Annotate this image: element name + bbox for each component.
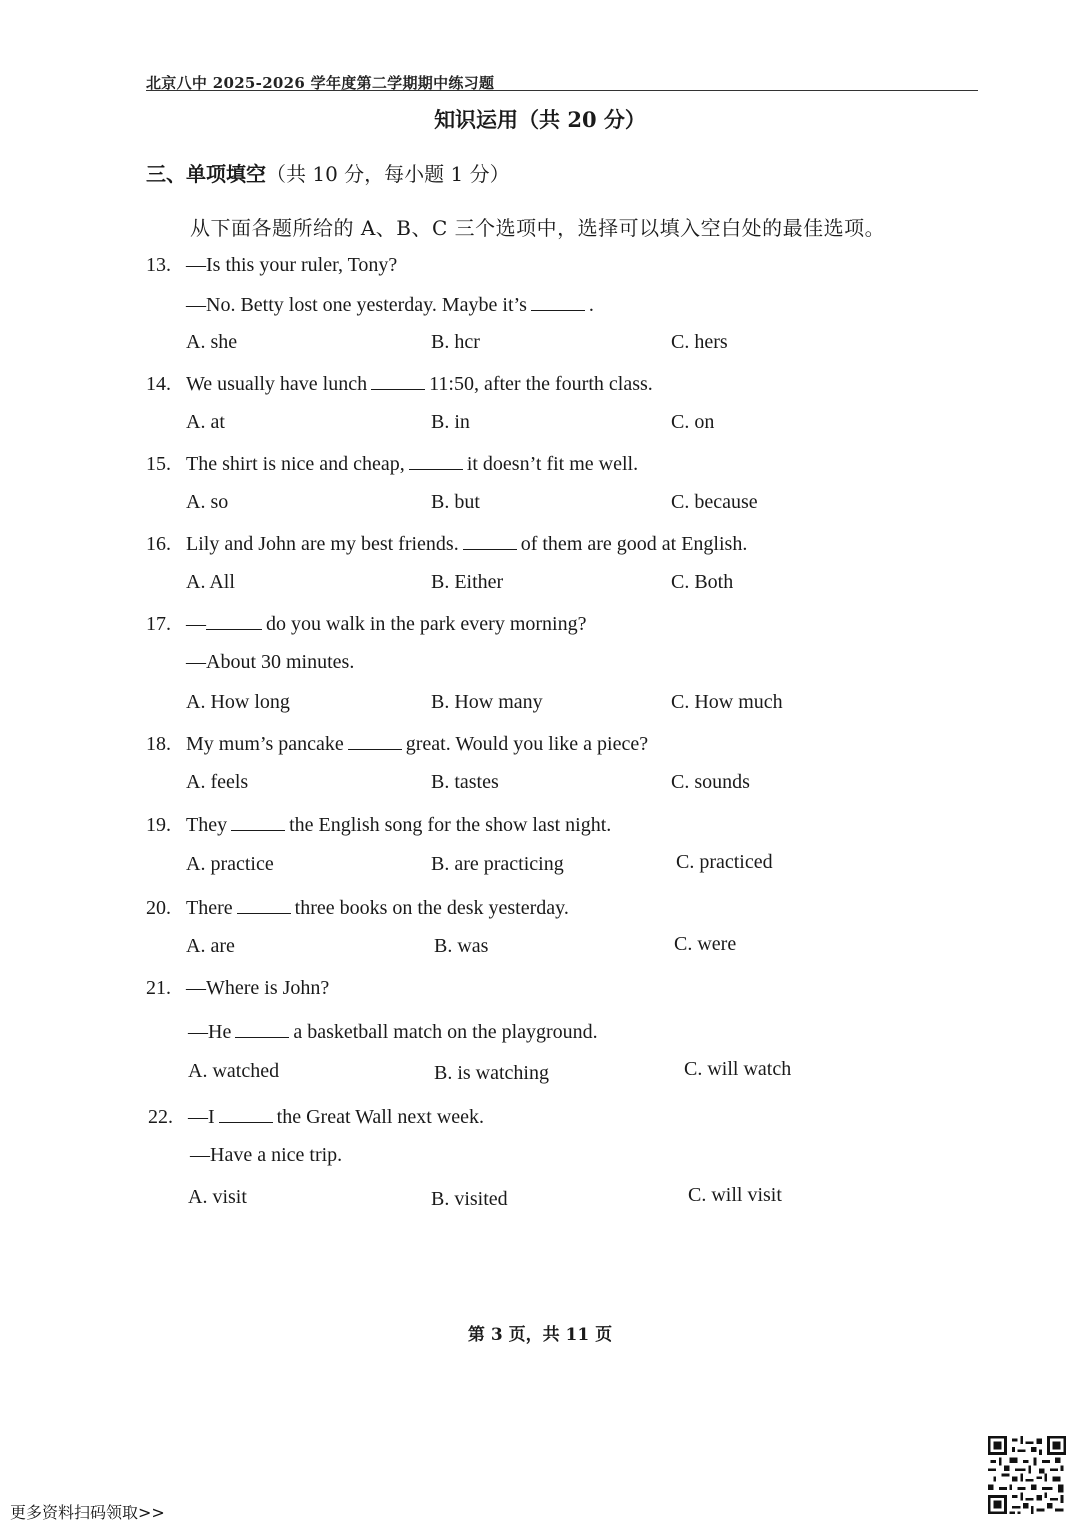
option-b[interactable]: B. was [434,935,489,957]
option-a[interactable]: A. visit [188,1186,247,1208]
answer-blank[interactable] [463,531,517,550]
question-stem: — [186,613,206,635]
option-c[interactable]: C. sounds [671,771,750,793]
question-number: 14. [146,373,171,395]
promo-text[interactable]: 更多资料扫码领取>> [10,1503,165,1522]
question-19 [146,812,611,837]
question-17-reply: —About 30 minutes. [186,651,355,673]
qr-code-icon[interactable] [988,1436,1066,1514]
question-18 [146,731,648,756]
question-stem-end: 11:50, after the fourth class. [429,373,653,395]
question-20 [146,895,569,920]
question-stem: Lily and John are my best friends. [186,533,459,555]
question-13 [146,254,397,277]
question-stem: —Where is John? [186,977,330,999]
question-stem-end: a basketball match on the playground. [293,1021,598,1043]
section-instruction: 从下面各题所给的 A、B、C 三个选项中，选择可以填入空白处的最佳选项。 [190,216,886,240]
question-stem: They [186,814,228,836]
question-stem-end: of them are good at English. [520,533,748,555]
question-stem: The shirt is nice and cheap, [186,453,405,475]
option-b[interactable]: B. in [431,411,470,433]
option-c[interactable]: C. will visit [688,1184,782,1206]
section-title-score: （共 10 分，每小题 1 分） [266,162,510,186]
question-21 [146,977,329,1000]
option-a[interactable]: A. watched [188,1060,280,1082]
option-c[interactable]: C. because [671,491,758,513]
answer-blank[interactable] [237,895,291,914]
option-c[interactable]: C. will watch [684,1058,792,1080]
option-b[interactable]: B. tastes [431,771,499,793]
option-b[interactable]: B. visited [431,1188,508,1210]
option-a[interactable]: A. she [186,331,238,353]
question-14 [146,371,653,396]
part-title: 知识运用（共 20 分） [434,107,646,132]
answer-blank[interactable] [348,731,402,750]
option-c[interactable]: C. How much [671,691,783,713]
question-stem-end: the English song for the show last night. [289,814,612,836]
question-number: 15. [146,453,171,475]
option-a[interactable]: A. practice [186,853,274,875]
question-stem-end: the Great Wall next week. [276,1106,485,1128]
question-stem-end: three books on the desk yesterday. [294,897,569,919]
question-number: 21. [146,977,171,999]
question-stem: —Is this your ruler, Tony? [186,254,398,276]
answer-blank[interactable] [235,1019,289,1038]
option-b[interactable]: B. hcr [431,331,480,353]
question-number: 19. [146,814,171,836]
question-stem: We usually have lunch [186,373,368,395]
page-number: 第 3 页，共 11 页 [467,1325,613,1345]
question-15 [146,451,638,476]
question-number: 17. [146,613,171,635]
option-b[interactable]: B. How many [431,691,543,713]
option-c[interactable]: C. on [671,411,715,433]
question-21-line2 [188,1019,598,1044]
section-title [146,158,510,187]
question-22 [148,1104,484,1129]
answer-blank[interactable] [206,611,262,630]
answer-blank[interactable] [531,292,585,311]
section-title-lead: 三、单项填空 [146,162,266,186]
question-stem: My mum’s pancake [186,733,344,755]
option-a[interactable]: A. How long [186,691,290,713]
question-13-line2 [186,292,594,317]
question-number: 18. [146,733,171,755]
answer-blank[interactable] [231,812,285,831]
question-22-reply: —Have a nice trip. [190,1144,343,1166]
option-a[interactable]: A. so [186,491,229,513]
question-stem-end: do you walk in the park every morning? [266,613,587,635]
question-stem: There [186,897,233,919]
option-c[interactable]: C. were [674,933,737,955]
question-stem-end: . [588,294,594,316]
option-b[interactable]: B. are practicing [431,853,564,875]
option-b[interactable]: B. but [431,491,480,513]
question-stem-end: great. Would you like a piece? [405,733,649,755]
question-number: 16. [146,533,171,555]
option-c[interactable]: C. Both [671,571,734,593]
option-a[interactable]: A. All [186,571,235,593]
answer-blank[interactable] [409,451,463,470]
question-number: 22. [148,1106,173,1128]
question-number: 13. [146,254,171,276]
answer-blank[interactable] [219,1104,273,1123]
option-a[interactable]: A. at [186,411,225,433]
question-stem: —I [188,1106,215,1128]
question-stem-end: it doesn’t fit me well. [466,453,639,475]
header-rule [146,90,978,91]
option-a[interactable]: A. are [186,935,235,957]
option-c[interactable]: C. practiced [676,851,773,873]
answer-blank[interactable] [371,371,425,390]
option-c[interactable]: C. hers [671,331,728,353]
question-stem: —No. Betty lost one yesterday. Maybe it’s [186,294,527,316]
option-b[interactable]: B. is watching [434,1062,549,1084]
question-16 [146,531,747,556]
option-b[interactable]: B. Either [431,571,504,593]
question-stem: —He [188,1021,232,1043]
question-17 [146,611,586,636]
question-number: 20. [146,897,171,919]
exam-header-title: 北京八中 2025-2026 学年度第二学期期中练习题 [146,74,495,92]
option-a[interactable]: A. feels [186,771,249,793]
